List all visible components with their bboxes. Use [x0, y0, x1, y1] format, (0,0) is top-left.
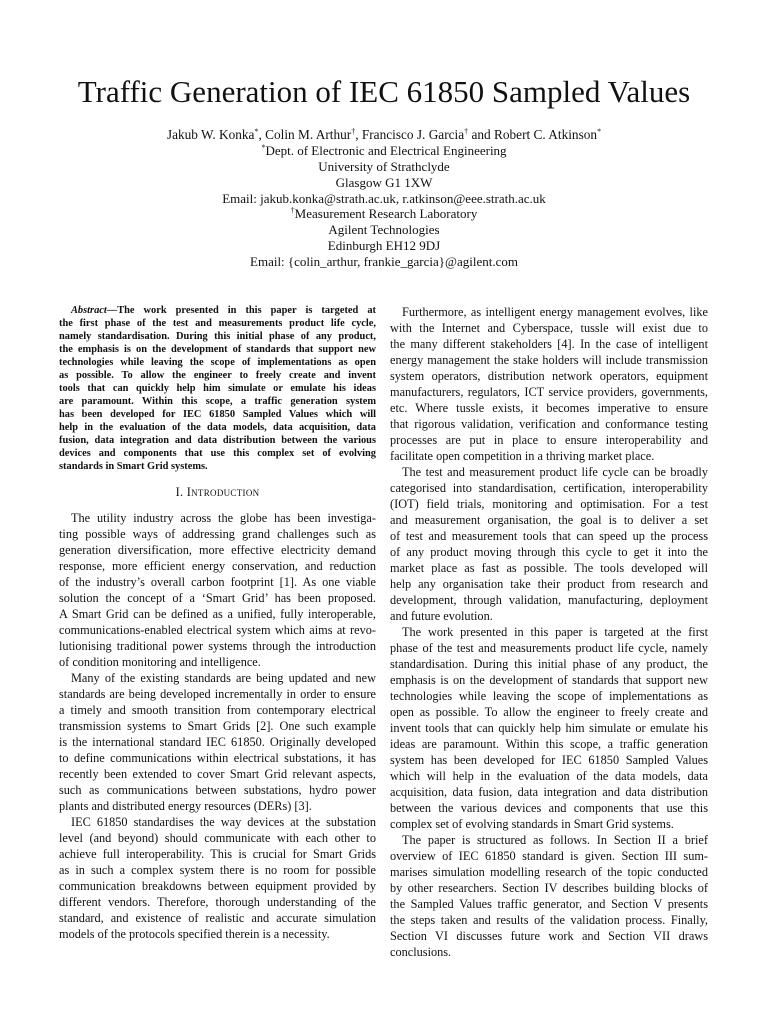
text-line: between the various devices and components that use this [390, 801, 708, 815]
text-line: emphasis is on the development of standards that support new [390, 673, 708, 687]
paper-title: Traffic Generation of IEC 61850 Sampled Values [77, 74, 691, 109]
author-conjunction: and [471, 127, 491, 142]
text-line: standards are being developed incrementally in order to ensure [59, 687, 376, 701]
text-line: standard, and existence of realistic and accurate simulation [59, 911, 376, 925]
text-line: open as possible. To allow the engineer to freely create and [390, 705, 708, 719]
section-number: I. [175, 485, 184, 499]
text-line: that rigorous validation, verification and conformance testing [390, 417, 708, 431]
section-title-initial: I [186, 485, 192, 499]
abstract-line: the emphasis is on the development of standards that support new [59, 344, 376, 355]
affiliation-mark: † [290, 206, 295, 216]
text-line: (IOT) field trials, monitoring and optimisation. For a test [390, 497, 708, 511]
abstract-line: technologies while leaving the scope of implementations as open [59, 357, 376, 368]
affiliation-mark: * [254, 127, 259, 136]
right-column [390, 304, 708, 960]
text-line: A Smart Grid can be defined as a unified, fully interoperable, [59, 607, 376, 621]
text-line: conclusions. [390, 945, 452, 959]
text-line: and future evolution. [390, 609, 493, 623]
text-line: of the industry’s overall carbon footprint [1]. As one viable [59, 575, 376, 589]
text-line: of any product moving through this cycle to get it into the [390, 545, 708, 559]
affiliation-mark: * [261, 143, 266, 153]
text-line: phase of the test and measurements product life cycle, namely [390, 641, 708, 655]
right-body-text [390, 304, 708, 960]
text-line: ting possible ways of addressing grand challenges such as [59, 527, 376, 541]
text-line: development, through validation, manufacturing, deployment [390, 593, 708, 607]
affiliation-dept-text: Dept. of Electronic and Electrical Engineering [265, 143, 507, 159]
paragraph [59, 510, 376, 670]
text-line: with the Internet and Cyberspace, tussle will exist due to [390, 321, 708, 335]
text-line: The utility industry across the globe has been investiga- [71, 511, 376, 525]
affiliation-mark: † [351, 127, 356, 136]
text-line: such as communications between substations, hydro power [59, 783, 376, 797]
text-line: generation diversification, more effective electricity demand [59, 543, 376, 557]
text-line: manufacturers, regulators, ICT service providers, governments, [390, 385, 708, 399]
text-line: communication breakdowns between equipment provided by [59, 879, 376, 893]
text-line: system operators, distribution network operators, equipment [390, 369, 708, 383]
left-column [59, 304, 376, 942]
text-line: different vendors. Therefore, thorough understanding of the [59, 895, 376, 909]
section-title-rest: ntroduction [191, 485, 260, 499]
text-line: technologies while leaving the scope of implementations as [390, 689, 708, 703]
text-line: help any organisation take their product from research and [390, 577, 708, 591]
text-line: which will help in the evaluation of the data models, data [390, 769, 708, 783]
author-name: Jakub W. Konka [166, 127, 255, 142]
paragraph [390, 832, 708, 960]
paragraph [59, 670, 376, 814]
affiliation-address: Glasgow G1 1XW [335, 174, 433, 190]
text-line: The test and measurement product life cycle can be broadly [402, 465, 708, 479]
paragraph [390, 624, 708, 832]
paragraph [390, 464, 708, 624]
affiliation-dept [0, 143, 768, 159]
abstract-line: as possible. To allow the engineer to freely create and invent [59, 370, 376, 381]
text-line: energy management the stake holders will include transmission [390, 353, 708, 367]
text-line: Many of the existing standards are being updated and new [71, 671, 376, 685]
paragraph [59, 814, 376, 942]
text-line: processes are put in place to ensure interoperability and [390, 433, 708, 447]
abstract-dash: — [106, 305, 118, 316]
affiliation-mark: * [597, 127, 602, 136]
text-line: ideas are paramount. Within this scope, a traffic generation [390, 737, 708, 751]
text-line: The paper is structured as follows. In Section II a brief [402, 833, 708, 847]
author-list: Jakub W. Konka*, Colin M. Arthur†, Francisco J. Garcia† and Robert C. Atkinson* [166, 127, 602, 142]
abstract-line: fusion, data integration and data distribution between the various [59, 435, 376, 446]
text-line: solution the concept of a ‘Smart Grid’ has been proposed. [59, 591, 376, 605]
text-line: Section VI discusses future work and Section VII draws [390, 929, 708, 943]
text-line: marises simulation modelling research of the topic conducted [390, 865, 708, 879]
text-line: complex set of evolving standards in Smart Grid systems. [390, 817, 674, 831]
text-line: is the international standard IEC 61850. Originally developed [59, 735, 376, 749]
text-line: invent tools that can quickly help him simulate or emulate his [390, 721, 708, 735]
affiliation-lab-text: Measurement Research Laboratory [294, 206, 478, 222]
text-line: facilitate open competition in a thriving market place. [390, 449, 655, 463]
abstract-line: tools that can quickly help him simulate or emulate his ideas [59, 383, 376, 394]
abstract-line-text: The work presented in this paper is targeted at [117, 305, 376, 316]
text-line: as in such a complex system there is no room for possible [59, 863, 376, 877]
text-line: of condition monitoring and intelligence. [59, 655, 261, 669]
text-line: recently been extended to cover Smart Grid relevant aspects, [59, 767, 376, 781]
abstract-line: are paramount. Within this scope, a traffic generation system [59, 396, 376, 407]
abstract-label: Abstract [71, 305, 107, 316]
abstract-line: help in the evaluation of the data models, data acquisition, data [59, 422, 376, 433]
section-heading [59, 484, 376, 500]
text-line: achieve full interoperability. This is crucial for Smart Grids [59, 847, 376, 861]
abstract-line [59, 304, 376, 317]
affiliation-company: Agilent Technologies [328, 222, 440, 238]
text-line: the steps taken and results of the validation process. Finally, [390, 913, 708, 927]
abstract [59, 304, 376, 473]
abstract-line: namely standardisation. During this initial phase of any product, [59, 331, 376, 342]
text-line: the many different stakeholders [4]. In the case of intelligent [390, 337, 708, 351]
text-line: of test and measurement tools that can speed up the process [390, 529, 708, 543]
text-line: by other researchers. Section IV describes building blocks of [390, 881, 708, 895]
text-line: transmission systems to Smart Grids [2]. One such example [59, 719, 376, 733]
text-line: to define communications within electrical substations, it has [59, 751, 376, 765]
text-line: a timely and smooth transition from contemporary electrical [59, 703, 376, 717]
text-line: communications-enabled electrical system which aims at revo- [59, 623, 376, 637]
text-line: acquisition, data fusion, data integration and data distribution [390, 785, 708, 799]
text-line: lutionising traditional power systems through the introduction [59, 639, 376, 653]
affiliation-lab [0, 206, 768, 222]
paragraph [390, 304, 708, 464]
left-body-text [59, 510, 376, 942]
text-line: models of the protocols specified therein is a necessity. [59, 927, 330, 941]
section-title [187, 485, 260, 499]
author-name: Colin M. Arthur [265, 127, 352, 142]
text-line: level (and beyond) should communicate with each other to [59, 831, 376, 845]
affiliation-address: Edinburgh EH12 9DJ [327, 238, 441, 254]
affiliation-email: Email: jakub.konka@strath.ac.uk, r.atkinson@eee.strath.ac.uk [222, 190, 546, 206]
abstract-line: standards in Smart Grid systems. [59, 461, 208, 472]
text-line: and measurement organisation, the goal is to deliver a set [390, 513, 708, 527]
author-name: Francisco J. Garcia [361, 127, 465, 142]
text-line: market place as fast as possible. The tools developed will [390, 561, 708, 575]
text-line: plants and distributed energy resources (DERs) [3]. [59, 799, 312, 813]
abstract-line: the first phase of the test and measurements product life cycle, [59, 318, 376, 329]
text-line: Furthermore, as intelligent energy management evolves, like [402, 305, 708, 319]
text-line: The work presented in this paper is targeted at the first [402, 625, 708, 639]
text-line: categorised into standardisation, certification, interoperability [390, 481, 708, 495]
author-block [0, 127, 768, 270]
text-line: standardisation. During this initial phase of any product, the [390, 657, 708, 671]
text-line: IEC 61850 standardises the way devices at the substation [71, 815, 376, 829]
author-name: Robert C. Atkinson [494, 127, 598, 142]
text-line: etc. Where tussle exists, it becomes imperative to ensure [390, 401, 708, 415]
affiliation-mark: † [464, 127, 469, 136]
text-line: overview of IEC 61850 standard is given. Section III sum- [390, 849, 708, 863]
affiliation-email: Email: {colin_arthur, frankie_garcia}@agilent.com [250, 253, 518, 269]
affiliation-university: University of Strathclyde [318, 159, 450, 175]
text-line: response, more efficient energy conservation, and reduction [59, 559, 376, 573]
text-line: system has been developed for IEC 61850 Sampled Values [390, 753, 708, 767]
text-line: the Sampled Values traffic generator, and Section V presents [390, 897, 708, 911]
abstract-line: has been developed for IEC 61850 Sampled Values which will [59, 409, 376, 420]
abstract-line: devices and components that use this complex set of evolving [59, 448, 376, 459]
